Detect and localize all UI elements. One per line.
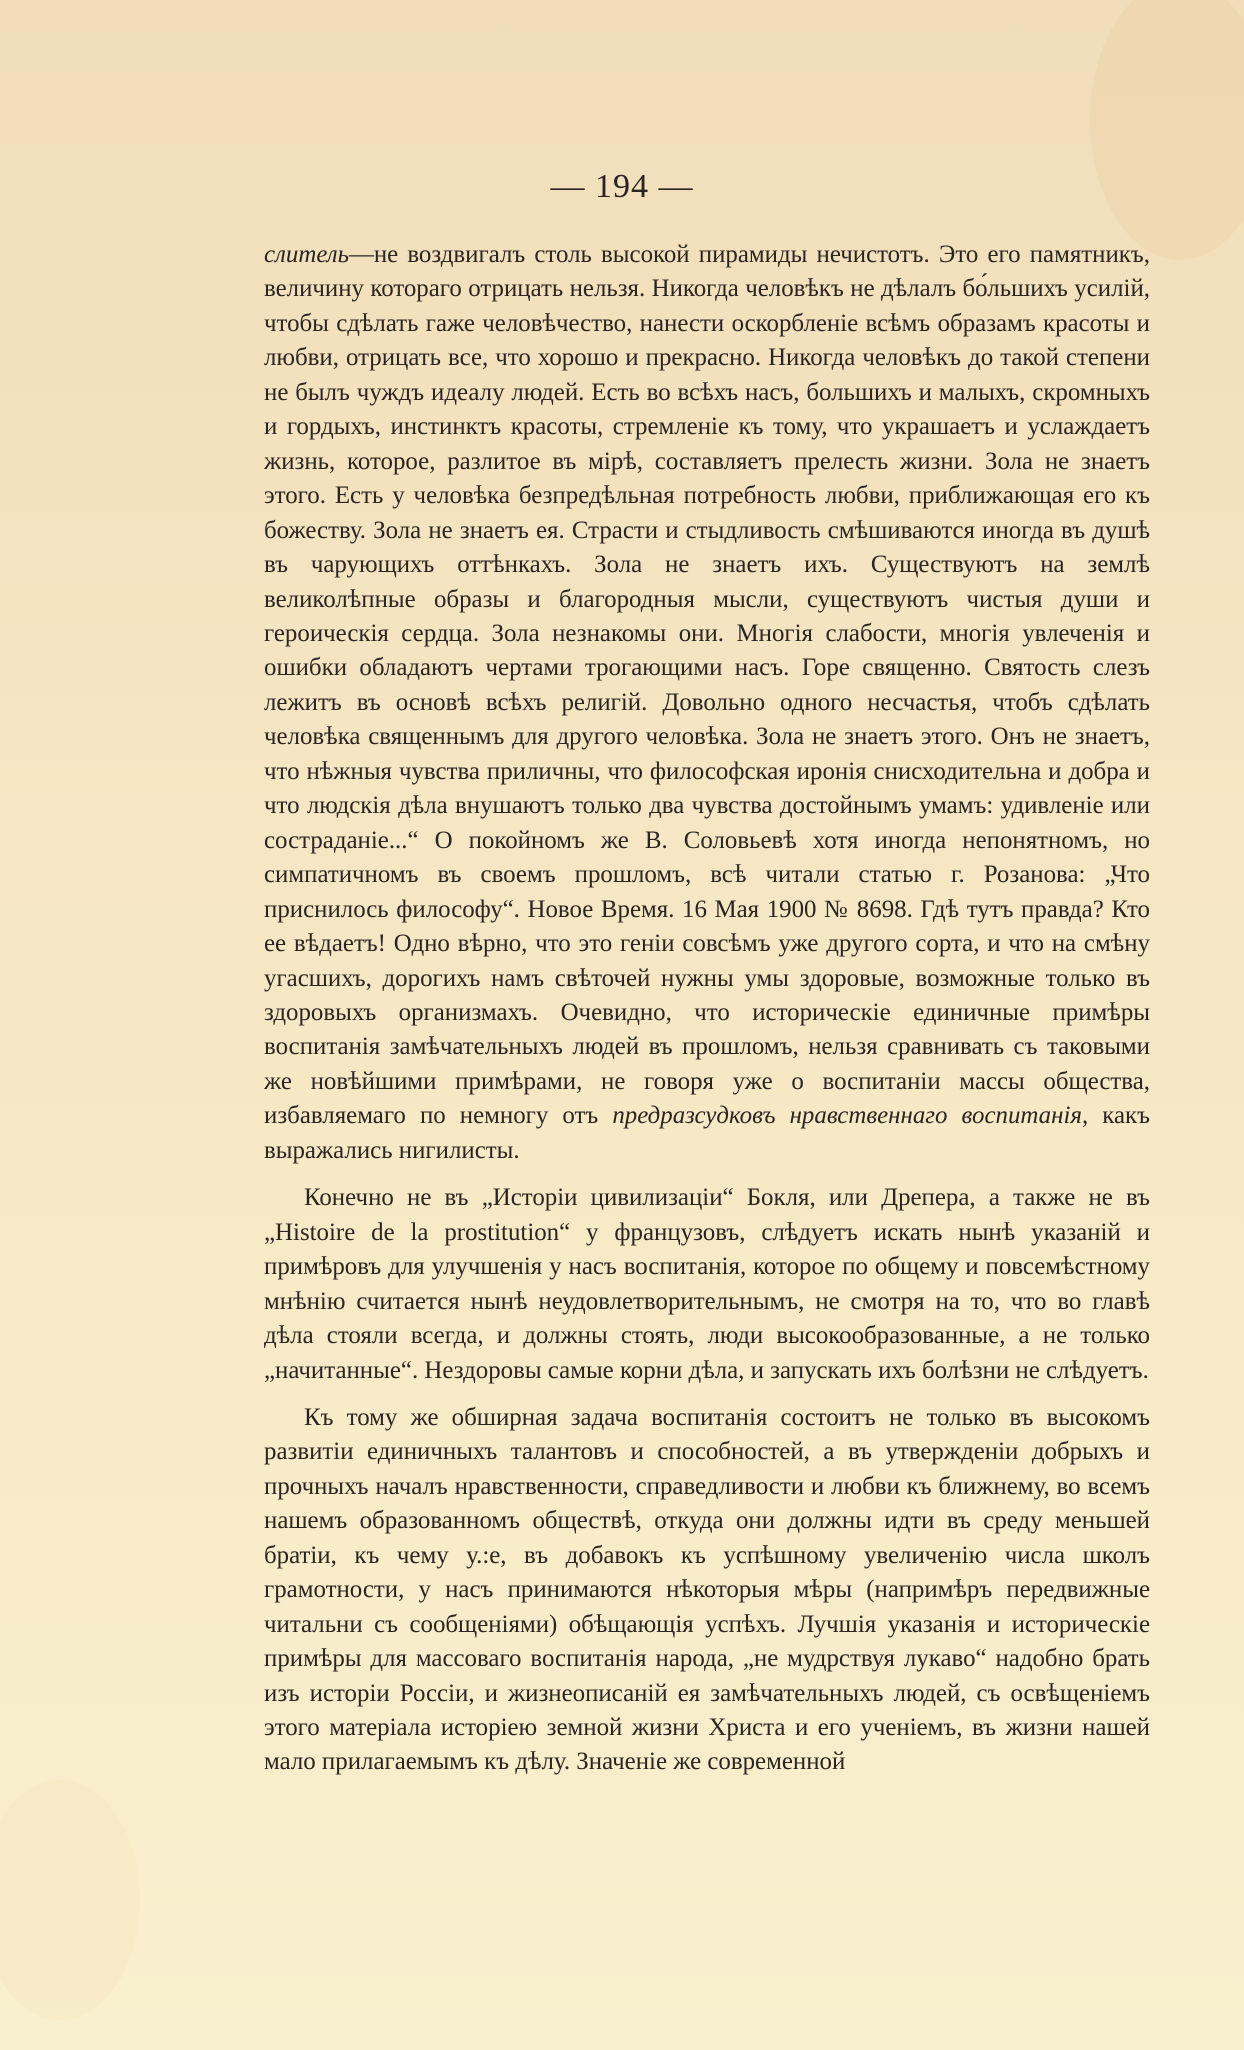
paragraph-2: Конечно не въ „Исторіи цивилизаціи“ Бокля, или Дрепера, а также не въ „Histoire de la prostitution“ у французовъ, слѣдуетъ искать нынѣ указаній и примѣровъ для улучшенія у насъ воспитанія, которое по общему и повсемѣстному мнѣнію считается нынѣ неудовлетворительнымъ, не смотря на то, что во главѣ дѣла стояли всегда, и должны стоять, люди высокообразованные, а не только „начитанные“. Нездоровы самые корни дѣла, и запускать ихъ болѣзни не слѣдуетъ. xyxy=(264,1184,1150,1384)
paragraph-1-tail-italic: предразсудковъ нравственнаго воспитанія xyxy=(612,1102,1082,1130)
body-text xyxy=(264,238,1150,1780)
paragraph-1 xyxy=(264,238,1150,1168)
paragraph-1-tail-text: , какъ выражались нигилисты. xyxy=(264,1102,1150,1164)
page-number: — 194 — xyxy=(550,168,694,205)
paragraph-3: Къ тому же обширная задача воспитанія состоитъ не только въ высокомъ развитіи единичныхъ талантовъ и способностей, а въ утвержденіи добрыхъ и прочныхъ началъ нравственности, справедливости и любви къ ближнему, во всемъ нашемъ образованномъ обществѣ, откуда они должны идти въ среду меньшей братіи, къ чему у.:е, въ добавокъ къ успѣшному увеличенію числа школъ грамотности, у насъ принимаются нѣкоторыя мѣры (напримѣръ передвижные читальни съ сообщеніями) обѣщающія успѣхъ. Лучшія указанія и историческіе примѣры для массоваго воспитанія народа, „не мудрствуя лукаво“ надобно брать изъ исторіи Россіи, и жизнеописаній ея замѣчательныхъ людей, съ освѣщеніемъ этого матеріала исторіею земной жизни Христа и его ученіемъ, въ жизни нашей мало прилагаемымъ къ дѣлу. Значеніе же современной xyxy=(264,1403,1150,1776)
paragraph-1-text: —не воздвигалъ столь высокой пирамиды нечистотъ. Это его памятникъ, величину котораго отрицать нельзя. Никогда человѣкъ не дѣлалъ бо́льшихъ усилій, чтобы сдѣлать гаже человѣчество, нанести оскорбленіе всѣмъ образамъ красоты и любви, отрицать все, что хорошо и прекрасно. Никогда человѣкъ до такой степени не былъ чуждъ идеалу людей. Есть во всѣхъ насъ, большихъ и малыхъ, скромныхъ и гордыхъ, инстинктъ красоты, стремленіе къ тому, что украшаетъ и услаждаетъ жизнь, которое, разлитое въ мірѣ, составляетъ прелесть жизни. Зола не знаетъ этого. Есть у человѣка безпредѣльная потребность любви, приближающая его къ божеству. Зола не знаетъ ея. Страсти и стыдливость смѣшиваются иногда въ душѣ въ чарующихъ оттѣнкахъ. Зола не знаетъ ихъ. Существуютъ на землѣ великолѣпные образы и благородныя мысли, существуютъ чистыя души и героическія сердца. Зола незнакомы они. Многія слабости, многія увлеченія и ошибки обладаютъ чертами трогающими насъ. Горе священно. Святость слезъ лежитъ въ основѣ всѣхъ религій. Довольно одного несчастья, чтобъ сдѣлать человѣка священнымъ для другого человѣка. Зола не знаетъ этого. Онъ не знаетъ, что нѣжныя чувства приличны, что философская иронія снисходительна и добра и что людскія дѣла внушаютъ только два чувства достойнымъ умамъ: удивленіе или состраданіе...“ О покойномъ же В. Соловьевѣ хотя иногда непонятномъ, но симпатичномъ въ своемъ прошломъ, всѣ читали статью г. Розанова: „Что приснилось философу“. Новое Время. 16 Мая 1900 № 8698. Гдѣ тутъ правда? Кто ее вѣдаетъ! Одно вѣрно, что это геніи совсѣмъ уже другого сорта, и что на смѣну угасшихъ, дорогихъ намъ свѣточей нужны умы здоровые, возможные только въ здоровыхъ организмахъ. Очевидно, что историческіе единичные примѣры воспитанія замѣчательныхъ людей въ прошломъ, нельзя сравнивать съ таковыми же новѣйшими примѣрами, не говоря уже о воспитаніи массы общества, избавляемаго по немногу отъ xyxy=(264,241,1150,1130)
paragraph-1-lead-italic: слитель xyxy=(264,241,349,268)
